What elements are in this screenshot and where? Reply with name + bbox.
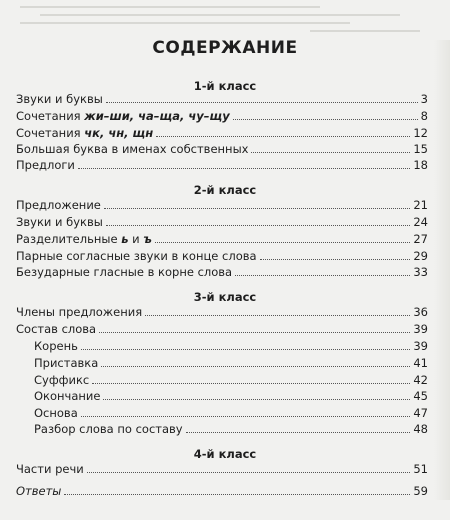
- toc-entry: [16, 124, 428, 140]
- toc-subentry: [34, 354, 428, 370]
- section-heading-grade-3: 3-й класс: [193, 290, 257, 304]
- toc-entry-page: 3: [420, 92, 428, 106]
- toc-entry: [16, 213, 428, 229]
- dot-leader: [233, 119, 418, 120]
- dot-leader: [260, 259, 411, 260]
- toc-entry-label: Звуки и буквы: [16, 215, 103, 229]
- toc-entry-label: Сочетания жи–ши, ча–ща, чу–щу: [16, 109, 230, 123]
- dot-leader: [186, 432, 411, 433]
- toc-subentry: [34, 404, 428, 420]
- toc-entry: [16, 320, 428, 336]
- toc-entry-label: Приставка: [34, 356, 99, 370]
- dot-leader: [106, 225, 410, 226]
- toc-entry-page: 36: [413, 305, 428, 319]
- toc-entry-label: Корень: [34, 339, 78, 353]
- dot-leader: [81, 349, 410, 350]
- toc-entry-page: 27: [413, 232, 428, 246]
- toc-entry: [16, 90, 428, 106]
- dot-leader: [81, 416, 411, 417]
- dot-leader: [106, 102, 418, 103]
- toc-entry-label: Состав слова: [16, 322, 97, 336]
- toc-entry-page: 24: [413, 215, 428, 229]
- toc-entry-label: Разделительные ь и ъ: [16, 232, 152, 246]
- dot-leader: [251, 152, 410, 153]
- toc-entry-label: Сочетания чк, чн, щн: [16, 126, 154, 140]
- toc-entry-page: 41: [413, 356, 428, 370]
- dot-leader: [64, 494, 410, 495]
- toc-entry-page: 45: [413, 389, 428, 403]
- toc-entry-page: 48: [413, 422, 428, 436]
- toc-entry-page: 12: [413, 126, 428, 140]
- toc-entry-label: Разбор слова по составу: [34, 422, 183, 436]
- toc-entry: [16, 460, 428, 476]
- dot-leader: [92, 383, 410, 384]
- section-heading-grade-1: 1-й класс: [193, 79, 257, 93]
- toc-entry: [16, 247, 428, 263]
- page-edge-shadow: [434, 40, 450, 500]
- toc-entry: [16, 107, 428, 123]
- toc-entry-label: Ответы: [16, 484, 62, 498]
- toc-entry-label: Части речи: [16, 462, 84, 476]
- section-heading-grade-2: 2-й класс: [193, 183, 257, 197]
- toc-entry-label: Члены предложения: [16, 305, 143, 319]
- toc-entry: [16, 156, 428, 172]
- toc-entry-page: 47: [413, 406, 428, 420]
- toc-entry-label: Большая буква в именах собственных: [16, 142, 249, 156]
- toc-entry-page: 18: [413, 158, 428, 172]
- toc-entry: [16, 196, 428, 212]
- dot-leader: [235, 275, 410, 276]
- toc-entry-page: 39: [413, 322, 428, 336]
- dot-leader: [78, 168, 410, 169]
- toc-subentry: [34, 387, 428, 403]
- toc-entry: [16, 303, 428, 319]
- dot-leader: [101, 366, 410, 367]
- toc-entry-label: Звуки и буквы: [16, 92, 103, 106]
- toc-entry-label: Безударные гласные в корне слова: [16, 265, 233, 279]
- toc-entry-page: 8: [420, 109, 428, 123]
- toc-entry: [16, 140, 428, 156]
- dot-leader: [145, 315, 410, 316]
- toc-entry-label: Предложение: [16, 198, 101, 212]
- toc-entry: [16, 263, 428, 279]
- toc-entry-label: Предлоги: [16, 158, 75, 172]
- toc-entry-label: Суффикс: [34, 373, 90, 387]
- toc-entry-label: Основа: [34, 406, 78, 420]
- dot-leader: [156, 136, 410, 137]
- toc-entry-page: 51: [413, 462, 428, 476]
- page-title: СОДЕРЖАНИЕ: [152, 38, 298, 58]
- toc-entry: [16, 230, 428, 246]
- toc-entry-label: Окончание: [34, 389, 101, 403]
- dot-leader: [155, 242, 410, 243]
- toc-subentry: [34, 337, 428, 353]
- toc-entry-page: 59: [413, 484, 428, 498]
- dot-leader: [99, 332, 410, 333]
- toc-entry-answers: [16, 482, 428, 498]
- toc-entry-page: 42: [413, 373, 428, 387]
- toc-subentry: [34, 371, 428, 387]
- dot-leader: [87, 472, 411, 473]
- toc-entry-label: Парные согласные звуки в конце слова: [16, 249, 257, 263]
- toc-entry-page: 21: [413, 198, 428, 212]
- section-heading-grade-4: 4-й класс: [193, 447, 257, 461]
- dot-leader: [103, 399, 410, 400]
- toc-entry-page: 15: [413, 142, 428, 156]
- dot-leader: [104, 208, 410, 209]
- toc-entry-page: 33: [413, 265, 428, 279]
- toc-subentry: [34, 420, 428, 436]
- toc-entry-page: 39: [413, 339, 428, 353]
- toc-entry-page: 29: [413, 249, 428, 263]
